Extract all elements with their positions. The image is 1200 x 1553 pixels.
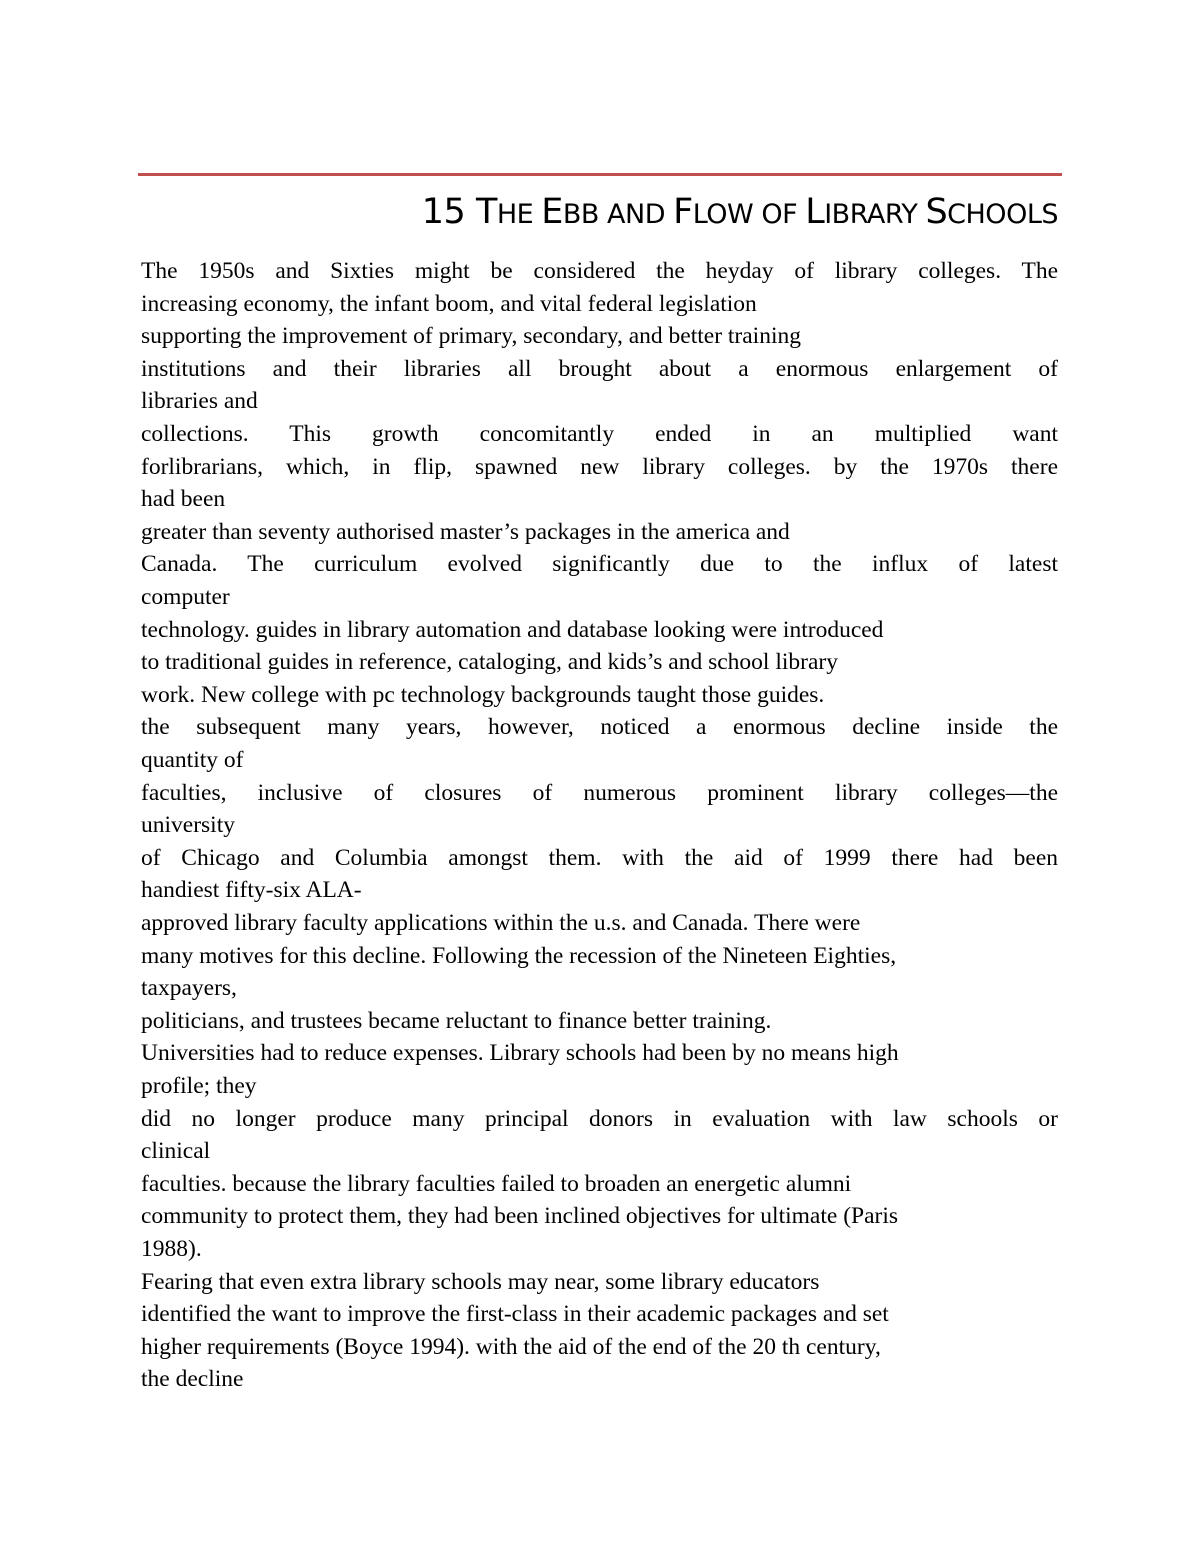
body-line: the decline: [141, 1366, 244, 1393]
heading-segment: S: [925, 192, 948, 232]
body-line: Fearing that even extra library schools may near, some library educators: [141, 1268, 820, 1295]
heading-rule: [138, 173, 1062, 176]
heading-segment: HE: [496, 199, 542, 230]
heading-segment: L: [805, 192, 825, 232]
body-line: of Chicago and Columbia amongst them. with the aid of 1999 there had been: [141, 844, 1058, 871]
body-line: faculties. because the library faculties failed to broaden an energetic alumni: [141, 1170, 852, 1197]
body-line: increasing economy, the infant boom, and vital federal legislation: [141, 290, 757, 317]
body-line: Canada. The curriculum evolved significantly due to the influx of latest: [141, 551, 1058, 578]
body-line: collections. This growth concomitantly ended in an multiplied want: [141, 421, 1058, 447]
body-line: identified the want to improve the first-class in their academic packages and set: [141, 1301, 889, 1328]
heading-segment: 15 T: [421, 192, 497, 232]
heading-segment: F: [673, 192, 693, 232]
body-line: many motives for this decline. Following the recession of the Nineteen Eighties,: [141, 942, 897, 969]
body-line: supporting the improvement of primary, secondary, and better training: [141, 323, 801, 350]
body-line: clinical: [141, 1138, 211, 1165]
body-line: institutions and their libraries all brought about a enormous enlargement of: [141, 355, 1058, 382]
chapter-heading: [422, 186, 1058, 241]
body-line: computer: [141, 584, 230, 610]
body-line: had been: [141, 486, 226, 513]
body-line: faculties, inclusive of closures of numerous prominent library colleges—the: [141, 779, 1058, 806]
heading-segment: CHOOLS: [947, 199, 1058, 230]
body-line: community to protect them, they had been inclined objectives for ultimate (Paris: [141, 1203, 899, 1230]
body-line: The 1950s and Sixties might be considered the heyday of library colleges. The: [141, 258, 1058, 284]
body-line: quantity of: [141, 747, 244, 773]
body-line: greater than seventy authorised master’s packages in the america and: [141, 518, 790, 545]
body-line: technology. guides in library automation and database looking were introduced: [141, 616, 884, 643]
body-line: approved library faculty applications within the u.s. and Canada. There were: [141, 910, 861, 936]
body-line: taxpayers,: [141, 975, 237, 1002]
body-line: forlibrarians, which, in flip, spawned new library colleges. by the 1970s there: [141, 453, 1058, 480]
body-line: libraries and: [141, 388, 258, 415]
heading-segment: LOW OF: [692, 199, 806, 230]
body-line: did no longer produce many principal donors in evaluation with law schools or: [141, 1105, 1058, 1132]
body-line: 1988).: [141, 1236, 202, 1262]
body-line: university: [141, 812, 235, 839]
body-line: to traditional guides in reference, cataloging, and kids’s and school library: [141, 649, 838, 676]
body-line: the subsequent many years, however, noticed a enormous decline inside the: [141, 714, 1058, 741]
heading-segment: IBRARY: [824, 199, 926, 230]
body-line: Universities had to reduce expenses. Library schools had been by no means high: [141, 1040, 899, 1067]
body-line: politicians, and trustees became reluctant to finance better training.: [141, 1007, 772, 1034]
body-line: higher requirements (Boyce 1994). with the aid of the end of the 20 th century,: [141, 1333, 881, 1360]
body-line: handiest fifty-six ALA-: [141, 877, 362, 904]
body-line: profile; they: [141, 1073, 257, 1099]
heading-segment: E: [541, 192, 563, 232]
body-line: work. New college with pc technology backgrounds taught those guides.: [141, 681, 825, 708]
heading-segment: BB AND: [562, 199, 674, 230]
